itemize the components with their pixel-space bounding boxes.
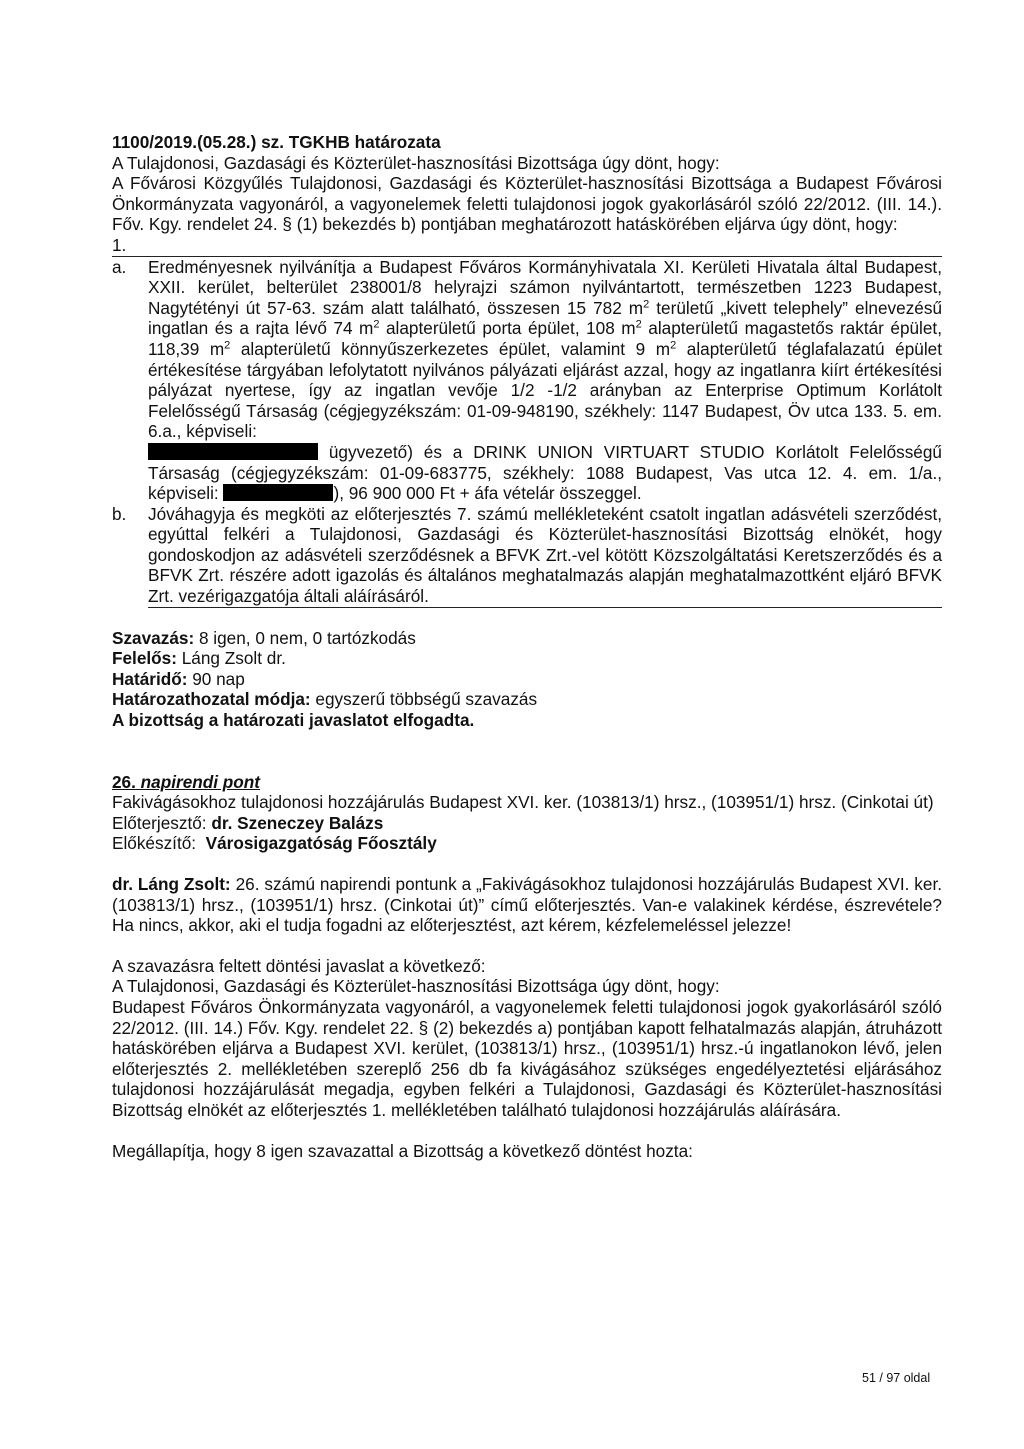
deadline-line: Határidő: 90 nap [112, 668, 245, 689]
outcome-line: A bizottság a határozati javaslatot elfogadta. [112, 710, 475, 731]
item-b [112, 504, 942, 607]
item-a-text-3: alapterületű porta épület, 108 m [379, 318, 636, 339]
item-a-text-7: ügyvezető) és a DRINK UNION VIRTUART STUDIO Korlátolt Felelősségű Társaság (cégjegyzékszám: 01-09-683775, székhely: 1088 Budapest, Vas utca 12. 4. em. 1/a., képviseli: [148, 441, 942, 504]
item-a-text-5: alapterületű könnyűszerkezetes épület, valamint 9 m [230, 338, 671, 359]
item-b-label: b. [112, 503, 127, 524]
item-a-text-4: alapterületű magastetős raktár épület, 118,39 m [148, 318, 942, 359]
superscript: 2 [643, 298, 650, 311]
superscript: 2 [373, 318, 380, 331]
item-b-text: Jóváhagyja és megköti az előterjesztés 7. számú mellékleteként csatolt ingatlan adásvételi szerződést, egyúttal felkéri a Tulajdonosi, Gazdasági és Közterület-hasznosítási Bizottság elnökét, hogy gondoskodjon az adásvételi szerződésnek a BFVK Zrt.-vel kötött Közszolgáltatási Keretszerződés és a BFVK Zrt. részére adott igazolás és általános meghatalmazás alapján meghatalmazottként eljáró BFVK Zrt. vezérigazgatója általi aláírásáról. [148, 503, 942, 607]
proposal-line-2: A Tulajdonosi, Gazdasági és Közterület-hasznosítási Bizottsága úgy dönt, hogy: [112, 976, 720, 997]
redaction-block [148, 443, 318, 460]
superscript: 2 [670, 339, 677, 352]
item-number: 1. [112, 234, 127, 255]
resolution-paragraph: A Fővárosi Közgyűlés Tulajdonosi, Gazdasági és Közterület-hasznosítási Bizottsága a Budapest Fővárosi Önkormányzata vagyonáról, a vagyonelemek feletti tulajdonosi jogok gyakorlásáról szóló 22/2012. (III. 14.). Főv. Kgy. rendelet 24. § (1) bekezdés b) pontjában meghatározott hatáskörében eljárva úgy dönt, hogy: [112, 173, 942, 235]
preparer-line: Előkészítő: Városigazgatóság Főosztály [112, 833, 437, 854]
item-a-text-6: alapterületű téglafalazatú épület értékesítése tárgyában lefolytatott nyilvános pályázati eljárást azzal, hogy az ingatlanra kiírt értékesítési pályázat nyertese, így az ingatlan vevője 1/2 -1/2 arányban az Enterprise Optimum Korlátolt Felelősségű Társaság (cégjegyzékszám: 01-09-948190, székhely: 1147 Budapest, Öv utca 133. 5. em. 6.a., képviseli: [148, 338, 942, 442]
responsible-line: Felelős: Láng Zsolt dr. [112, 648, 286, 669]
proposal-line-1: A szavazásra feltett döntési javaslat a következő: [112, 955, 486, 976]
page-number: 51 / 97 oldal [862, 1371, 931, 1385]
presenter-line: Előterjesztő: dr. Szeneczey Balázs [112, 812, 384, 833]
agenda-title: Fakivágásokhoz tulajdonosi hozzájárulás Budapest XVI. ker. (103813/1) hrsz., (103951/1) hrsz. (Cinkotai út) [112, 792, 934, 813]
proposal-paragraph: Budapest Főváros Önkormányzata vagyonáról, a vagyonelemek feletti tulajdonosi jogok gyakorlásáról szóló 22/2012. (III. 14.) Főv. Kgy. rendelet 22. § (2) bekezdés a) pontjában kapott felhatalmazás alapján, átruházott hatáskörében eljárva a Budapest XVI. kerület, (103813/1) hrsz., (103951/1) hrsz.-ú ingatlanokon lévő, jelen előterjesztés 2. mellékletében szereplő 256 db fa kivágásához szükséges engedélyeztetési eljárásához tulajdonosi hozzájárulását megadja, egyben felkéri a Tulajdonosi, Gazdasági és Közterület-hasznosítási Bizottság elnökét az előterjesztés 1. mellékletében található tulajdonosi hozzájárulás aláírására. [112, 996, 942, 1120]
item-a-text-1: Eredményesnek nyilvánítja a Budapest Főváros Kormányhivatala XI. Kerületi Hivatala által Budapest, XXII. kerület, belterület 238001/8 helyrajzi számon nyilvántartott, természetben 1223 Budapest, Nagytétényi út 57-63. szám alatt található, összesen 15 782 m [148, 256, 942, 318]
item-a-text-8: ), 96 900 000 Ft + áfa vételár összeggel. [333, 483, 642, 504]
superscript: 2 [635, 318, 642, 331]
item-a-text-2: területű „kivett telephely” elnevezésű ingatlan és a rajta lévő 74 m [148, 297, 943, 339]
resolution-number: 1100/2019.(05.28.) sz. TGKHB határozata [112, 132, 441, 152]
conclusion-line: Megállapítja, hogy 8 igen szavazattal a Bizottság a következő döntést hozta: [112, 1140, 693, 1161]
resolution-intro: A Tulajdonosi, Gazdasági és Közterület-hasznosítási Bizottsága úgy dönt, hogy: [112, 152, 720, 173]
vote-line: Szavazás: 8 igen, 0 nem, 0 tartózkodás [112, 627, 416, 648]
item-a [112, 257, 942, 504]
item-a-label: a. [112, 256, 127, 277]
method-line: Határozathozatal módja: egyszerű többségű szavazás [112, 689, 538, 710]
speech-paragraph: dr. Láng Zsolt: 26. számú napirendi pontunk a „Fakivágásokhoz tulajdonosi hozzájárulás Budapest XVI. ker. (103813/1) hrsz., (103951/1) hrsz. (Cinkotai út)” című előterjesztés. Van-e valakinek kérdése, észrevétele? Ha nincs, akkor, aki el tudja fogadni az előterjesztést, azt kérem, kézfelemeléssel jelezze! [112, 874, 942, 936]
document-body [112, 132, 942, 1161]
agenda-heading: 26. napirendi pont [112, 771, 261, 792]
superscript: 2 [224, 339, 231, 352]
redaction-block [223, 484, 333, 501]
